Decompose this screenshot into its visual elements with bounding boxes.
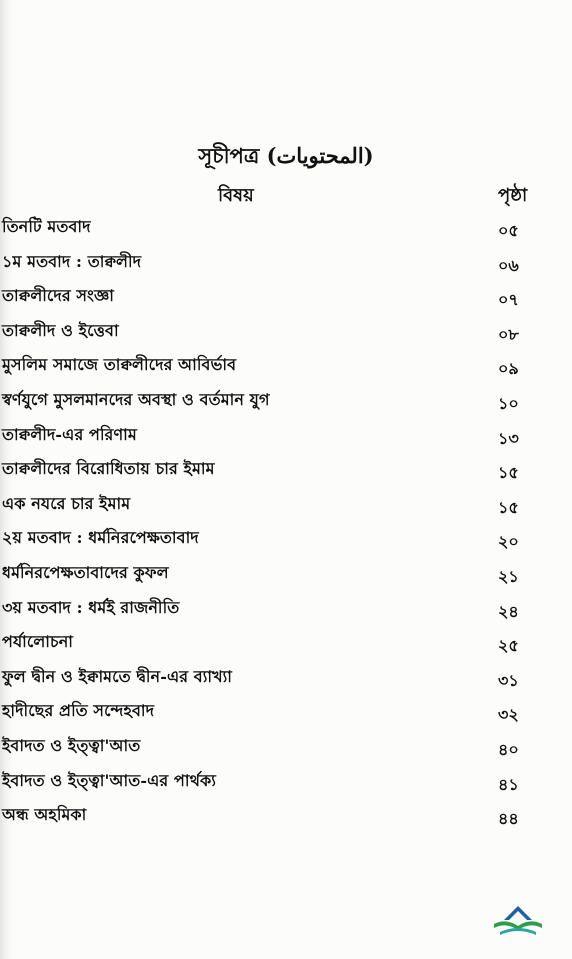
toc-topic: ইবাদত ও ইত্ত্বা'আত [2, 735, 141, 755]
toc-page-number: ১৫ [498, 497, 519, 517]
toc-page-number: ০৮ [498, 324, 519, 344]
toc-row[interactable] [0, 625, 572, 660]
toc-topic: পর্যালোচনা [2, 632, 74, 652]
publisher-logo-icon [492, 900, 544, 940]
toc-page-number: ০৬ [498, 255, 519, 275]
toc-page-number: ১৩ [498, 428, 519, 448]
toc-page-number: ৩১ [498, 670, 519, 690]
toc-row[interactable] [0, 245, 572, 280]
toc-row[interactable] [0, 210, 572, 245]
toc-row[interactable] [0, 348, 572, 383]
column-header-page: পৃষ্ঠা [498, 185, 528, 206]
toc-topic: তাক্বলীদ-এর পরিণাম [2, 424, 137, 444]
toc-page-number: ১৫ [498, 463, 519, 483]
toc-topic: মুসলিম সমাজে তাক্বলীদের আবির্ভাব [2, 355, 237, 375]
toc-page-number: ২৫ [498, 636, 519, 656]
toc-page-number: ০৯ [498, 359, 519, 379]
table-of-contents [0, 210, 572, 833]
toc-page-number: ৪০ [498, 739, 519, 759]
toc-row[interactable] [0, 798, 572, 833]
page-title: সূচীপত্র (المحتويات) [198, 143, 374, 168]
toc-topic: তাক্বলীদের বিরোধিতায় চার ইমাম [2, 459, 215, 479]
toc-row[interactable] [0, 591, 572, 626]
toc-topic: অন্ধ অহমিকা [2, 805, 87, 825]
toc-topic: হাদীছের প্রতি সন্দেহবাদ [2, 701, 155, 721]
toc-row[interactable] [0, 487, 572, 522]
toc-topic: তাক্বলীদের সংজ্ঞা [2, 286, 115, 306]
toc-page-number: ০৭ [498, 290, 519, 310]
toc-page-number: ১০ [498, 393, 519, 413]
toc-row[interactable] [0, 764, 572, 799]
toc-row[interactable] [0, 452, 572, 487]
toc-topic: ২য় মতবাদ : ধর্মনিরপেক্ষতাবাদ [2, 528, 199, 548]
toc-page-number: ৩২ [498, 705, 519, 725]
toc-row[interactable] [0, 383, 572, 418]
toc-topic: এক নযরে চার ইমাম [2, 493, 131, 513]
toc-row[interactable] [0, 521, 572, 556]
toc-page-number: ৪১ [498, 774, 519, 794]
toc-page-number: ২৪ [498, 601, 519, 621]
toc-row[interactable] [0, 418, 572, 453]
toc-topic: স্বর্ণযুগে মুসলমানদের অবস্থা ও বর্তমান যুগ [2, 389, 270, 409]
toc-row[interactable] [0, 729, 572, 764]
toc-topic: ফুল দ্বীন ও ইক্বামতে দ্বীন-এর ব্যাখ্যা [2, 666, 232, 686]
toc-row[interactable] [0, 660, 572, 695]
toc-page-number: ২০ [498, 532, 519, 552]
toc-page-number: ৪৪ [498, 809, 519, 829]
toc-topic: ৩য় মতবাদ : ধর্মই রাজনীতি [2, 597, 180, 617]
toc-row[interactable] [0, 314, 572, 349]
toc-row[interactable] [0, 694, 572, 729]
toc-page-number: ০৫ [498, 221, 519, 240]
toc-row[interactable] [0, 556, 572, 591]
toc-topic: ধর্মনিরপেক্ষতাবাদের কুফল [2, 562, 169, 582]
toc-row[interactable] [0, 279, 572, 314]
toc-topic: ১ম মতবাদ : তাক্বলীদ [2, 251, 142, 271]
toc-topic: তাক্বলীদ ও ইত্তেবা [2, 320, 119, 340]
toc-topic: তিনটি মতবাদ [2, 217, 91, 236]
toc-topic: ইবাদত ও ইত্ত্বা'আত-এর পার্থক্য [2, 770, 216, 790]
column-header-subject: বিষয় [218, 185, 254, 206]
toc-page-number: ২১ [498, 566, 519, 586]
